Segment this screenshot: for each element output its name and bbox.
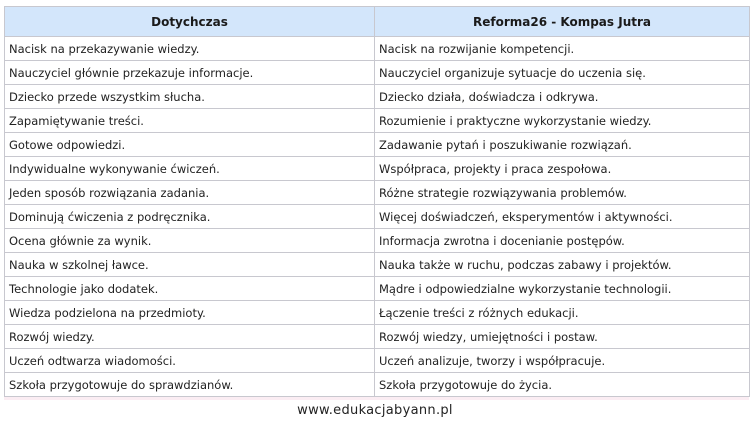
cell-old-approach: Nacisk na przekazywanie wiedzy. — [5, 37, 375, 61]
table-body — [5, 37, 750, 397]
cell-old-approach: Wiedza podzielona na przedmioty. — [5, 301, 375, 325]
table-row — [5, 37, 750, 61]
table-row — [5, 253, 750, 277]
cell-reform: Łączenie treści z różnych edukacji. — [375, 301, 750, 325]
table-row — [5, 229, 750, 253]
cell-reform: Współpraca, projekty i praca zespołowa. — [375, 157, 750, 181]
cell-reform: Informacja zwrotna i docenianie postępów. — [375, 229, 750, 253]
table-row — [5, 205, 750, 229]
cell-old-approach: Nauczyciel głównie przekazuje informacje. — [5, 61, 375, 85]
website-footer: www.edukacjabyann.pl — [297, 403, 453, 418]
cell-reform: Rozwój wiedzy, umiejętności i postaw. — [375, 325, 750, 349]
cell-reform: Nauczyciel organizuje sytuacje do uczenia się. — [375, 61, 750, 85]
table-row — [5, 85, 750, 109]
cell-old-approach: Ocena głównie za wynik. — [5, 229, 375, 253]
table-row — [5, 277, 750, 301]
table-row — [5, 133, 750, 157]
table-header-row — [5, 7, 750, 37]
cell-reform: Mądre i odpowiedzialne wykorzystanie technologii. — [375, 277, 750, 301]
cell-old-approach: Gotowe odpowiedzi. — [5, 133, 375, 157]
cell-reform: Rozumienie i praktyczne wykorzystanie wiedzy. — [375, 109, 750, 133]
cell-old-approach: Szkoła przygotowuje do sprawdzianów. — [5, 373, 375, 397]
cell-old-approach: Dziecko przede wszystkim słucha. — [5, 85, 375, 109]
header-old-approach: Dotychczas — [5, 7, 375, 37]
cell-old-approach: Dominują ćwiczenia z podręcznika. — [5, 205, 375, 229]
header-reform: Reforma26 - Kompas Jutra — [375, 7, 750, 37]
cell-old-approach: Technologie jako dodatek. — [5, 277, 375, 301]
cell-reform: Szkoła przygotowuje do życia. — [375, 373, 750, 397]
comparison-frame — [4, 6, 749, 400]
cell-reform: Nauka także w ruchu, podczas zabawy i projektów. — [375, 253, 750, 277]
table-row — [5, 325, 750, 349]
cell-reform: Różne strategie rozwiązywania problemów. — [375, 181, 750, 205]
table-row — [5, 157, 750, 181]
cell-old-approach: Nauka w szkolnej ławce. — [5, 253, 375, 277]
comparison-table — [4, 6, 750, 397]
table-row — [5, 109, 750, 133]
cell-reform: Zadawanie pytań i poszukiwanie rozwiązań. — [375, 133, 750, 157]
cell-reform: Dziecko działa, doświadcza i odkrywa. — [375, 85, 750, 109]
cell-old-approach: Indywidualne wykonywanie ćwiczeń. — [5, 157, 375, 181]
cell-old-approach: Jeden sposób rozwiązania zadania. — [5, 181, 375, 205]
cell-reform: Uczeń analizuje, tworzy i współpracuje. — [375, 349, 750, 373]
cell-reform: Więcej doświadczeń, eksperymentów i aktywności. — [375, 205, 750, 229]
cell-old-approach: Rozwój wiedzy. — [5, 325, 375, 349]
table-row — [5, 349, 750, 373]
table-row — [5, 373, 750, 397]
cell-old-approach: Uczeń odtwarza wiadomości. — [5, 349, 375, 373]
table-row — [5, 301, 750, 325]
table-row — [5, 61, 750, 85]
cell-reform: Nacisk na rozwijanie kompetencji. — [375, 37, 750, 61]
cell-old-approach: Zapamiętywanie treści. — [5, 109, 375, 133]
table-row — [5, 181, 750, 205]
